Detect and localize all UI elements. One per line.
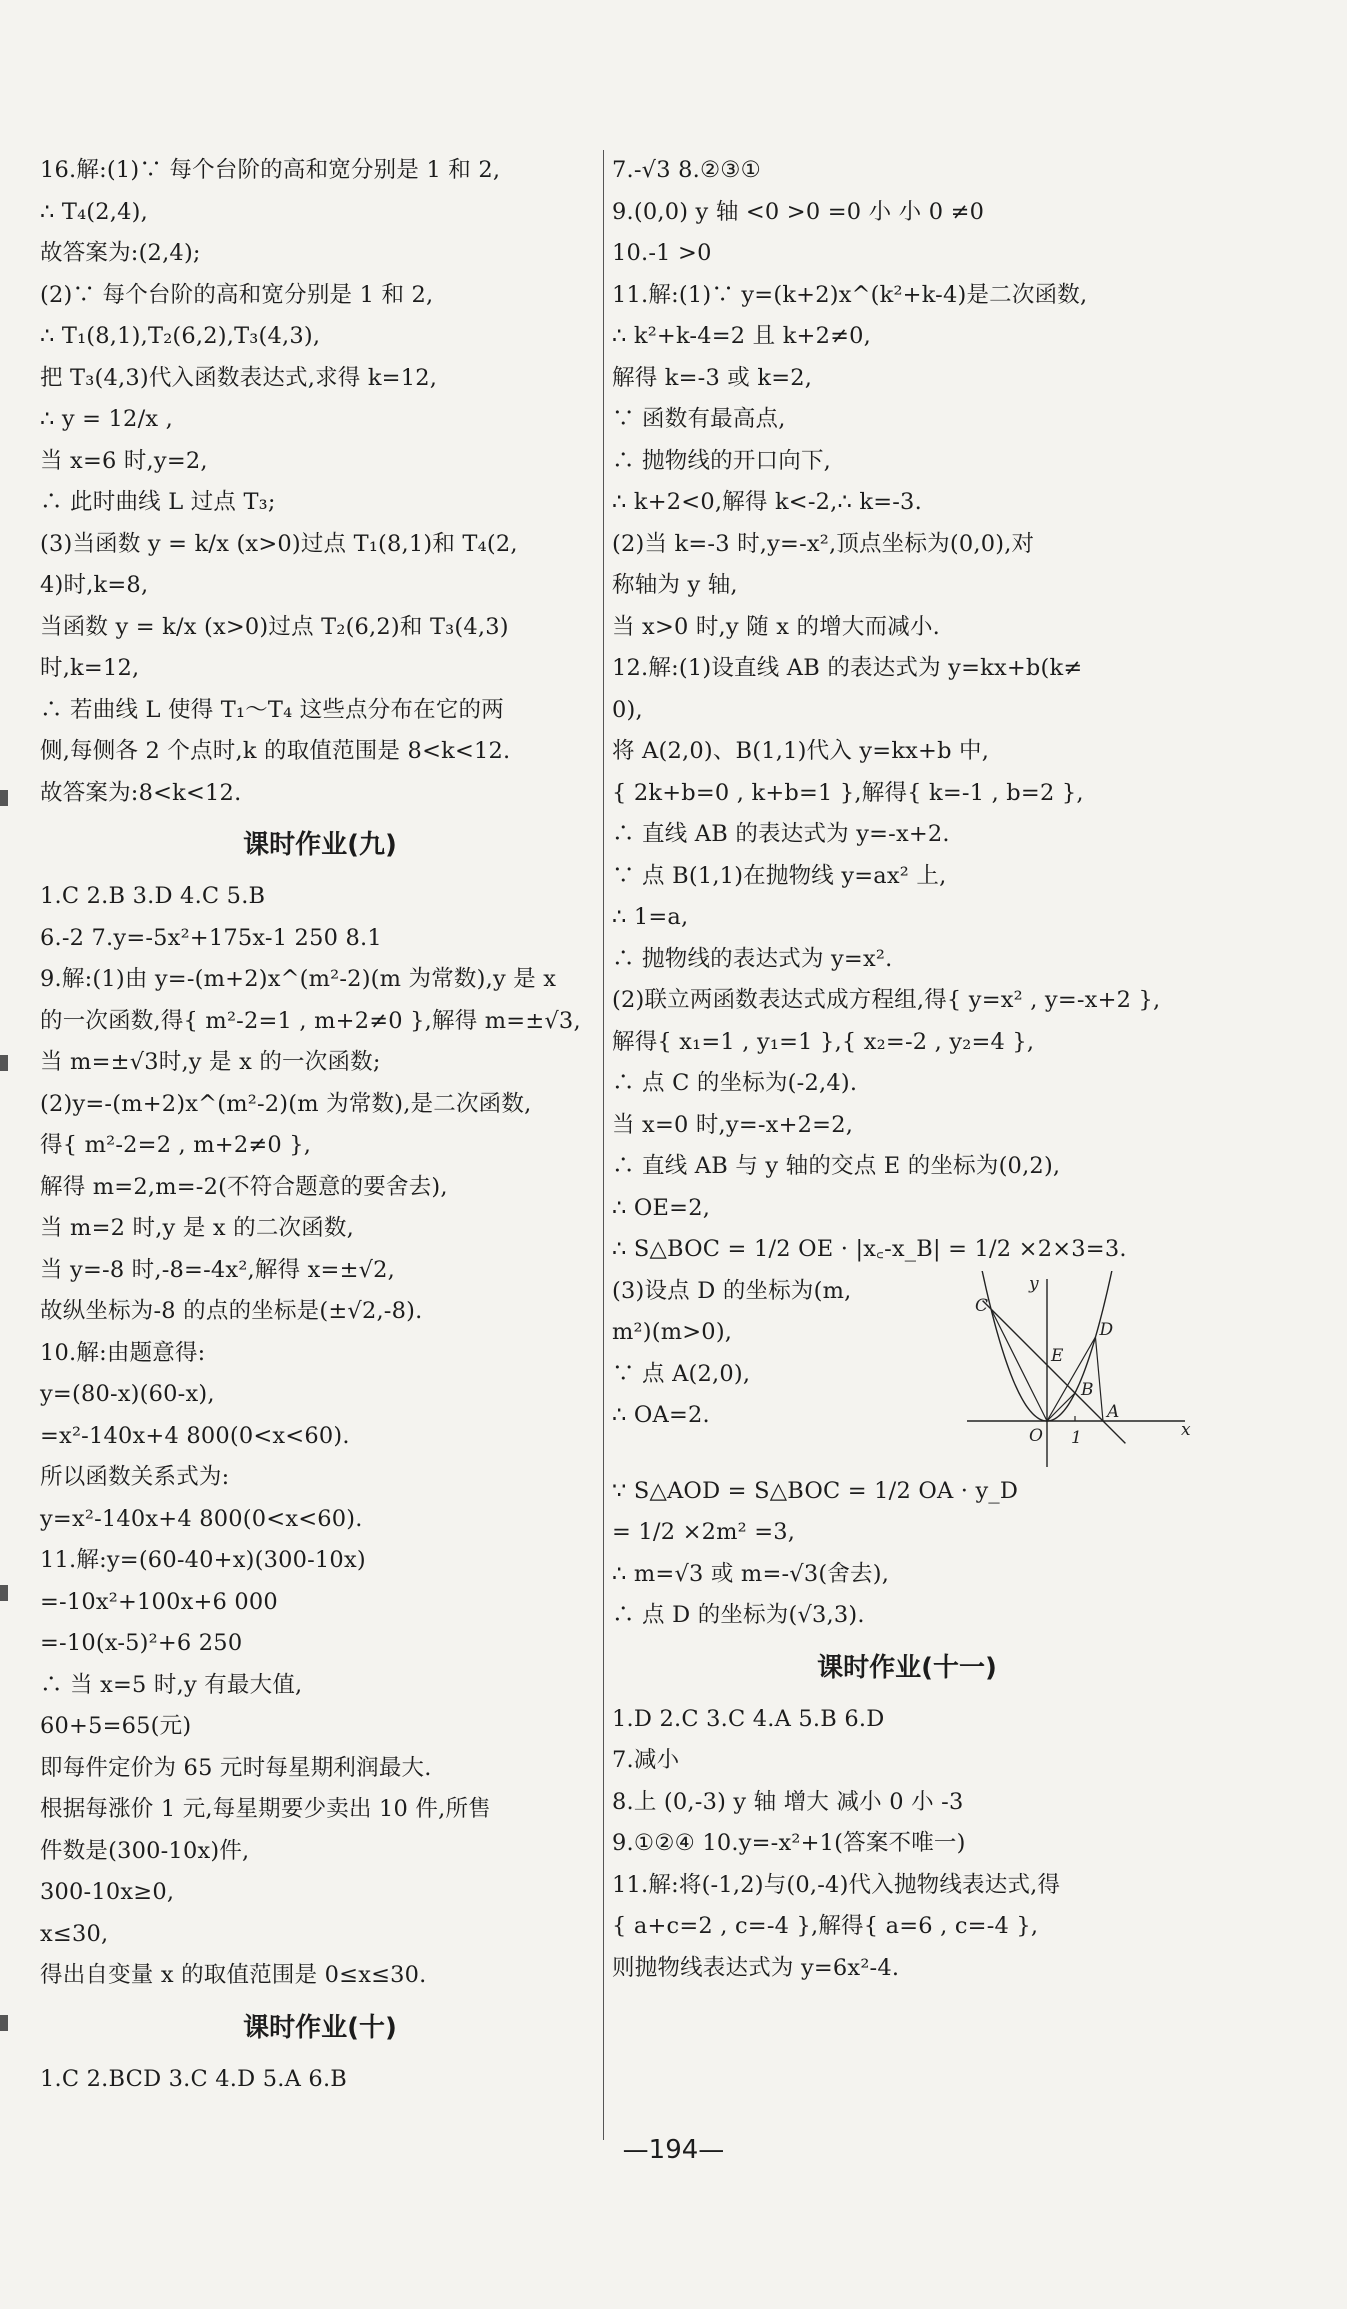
text-line: 11.解:y=(60-40+x)(300-10x) — [40, 1547, 366, 1573]
text-line: 得{ m²-2=2 , m+2≠0 }, — [40, 1132, 312, 1158]
page-number: —194— — [622, 2135, 725, 2165]
text-line: =-10x²+100x+6 000 — [40, 1588, 278, 1615]
text-line: y=(80-x)(60-x), — [40, 1381, 215, 1407]
label-o: O — [1029, 1425, 1043, 1446]
text-line: y=x²-140x+4 800(0<x<60). — [40, 1505, 363, 1532]
text-line: 10.解:由题意得: — [40, 1339, 206, 1366]
text-line: 解得 k=-3 或 k=2, — [612, 364, 813, 391]
text-line: =-10(x-5)²+6 250 — [40, 1630, 243, 1656]
label-d: D — [1099, 1319, 1114, 1340]
text-line: 当 m=±√3时,y 是 x 的一次函数; — [40, 1049, 381, 1075]
text-line: (3)当函数 y = k/x (x>0)过点 T₁(8,1)和 T₄(2, — [40, 530, 518, 557]
section-heading: 课时作业(九) — [243, 830, 397, 860]
edge-mark — [0, 1585, 8, 1601]
text-line: 当 y=-8 时,-8=-4x²,解得 x=±√2, — [40, 1256, 396, 1283]
text-line: ∴ S△BOC = 1/2 OE · |x꜀-x_B| = 1/2 ×2×3=3. — [612, 1236, 1127, 1262]
text-line: 60+5=65(元) — [40, 1713, 192, 1739]
text-line: ∴ OE=2, — [612, 1194, 711, 1221]
text-line: 故答案为:8<k<12. — [40, 779, 242, 806]
text-line: 当 x>0 时,y 随 x 的增大而减小. — [612, 613, 941, 640]
text-line: =x²-140x+4 800(0<x<60). — [40, 1422, 350, 1449]
text-line: 所以函数关系式为: — [40, 1464, 230, 1490]
text-line: 时,k=12, — [40, 655, 140, 681]
section-heading: 课时作业(十) — [243, 2012, 397, 2043]
text-line: ∵ 点 B(1,1)在抛物线 y=ax² 上, — [612, 862, 947, 889]
text-line: ∴ 点 D 的坐标为(√3,3). — [612, 1602, 865, 1628]
text-line: ∴ 点 C 的坐标为(-2,4). — [612, 1070, 858, 1096]
text-line: ∵ 函数有最高点, — [612, 406, 786, 432]
text-line: 10.-1 >0 — [612, 240, 712, 266]
text-line: 称轴为 y 轴, — [612, 572, 738, 598]
text-line: m²)(m>0), — [612, 1319, 733, 1345]
text-line: ∵ 点 A(2,0), — [612, 1360, 751, 1387]
text-line: 7.减小 — [612, 1747, 680, 1773]
text-line: ∴ 此时曲线 L 过点 T₃; — [40, 489, 276, 515]
text-line: { 2k+b=0 , k+b=1 },解得{ k=-1 , b=2 }, — [612, 779, 1084, 806]
text-line: 解得{ x₁=1 , y₁=1 },{ x₂=-2 , y₂=4 }, — [612, 1028, 1035, 1055]
right-column — [612, 150, 1202, 1989]
text-line: ∴ 直线 AB 的表达式为 y=-x+2. — [612, 821, 950, 847]
text-line: 11.解:将(-1,2)与(0,-4)代入抛物线表达式,得 — [612, 1871, 1061, 1898]
text-line: 故纵坐标为-8 的点的坐标是(±√2,-8). — [40, 1298, 423, 1324]
text-line: (2)y=-(m+2)x^(m²-2)(m 为常数),是二次函数, — [40, 1090, 532, 1117]
text-line: 当 x=6 时,y=2, — [40, 447, 208, 474]
text-line: 7.-√3 8.②③① — [612, 157, 762, 183]
text-line: 故答案为:(2,4); — [40, 240, 201, 266]
text-line: 9.(0,0) y 轴 <0 >0 =0 小 小 0 ≠0 — [612, 198, 985, 225]
label-b: B — [1081, 1379, 1094, 1400]
text-line: ∴ OA=2. — [612, 1402, 710, 1428]
text-line: ∴ 若曲线 L 使得 T₁～T₄ 这些点分布在它的两 — [40, 696, 504, 723]
segment-ad — [1095, 1337, 1103, 1421]
text-line: 得出自变量 x 的取值范围是 0≤x≤30. — [40, 1962, 427, 1988]
text-line: 4)时,k=8, — [40, 572, 149, 598]
text-line: 9.①②④ 10.y=-x²+1(答案不唯一) — [612, 1830, 966, 1856]
text-line: ∴ m=√3 或 m=-√3(舍去), — [612, 1560, 890, 1587]
text-line: 16.解:(1)∵ 每个台阶的高和宽分别是 1 和 2, — [40, 157, 501, 183]
text-line: 当 m=2 时,y 是 x 的二次函数, — [40, 1215, 354, 1241]
text-line: = 1/2 ×2m² =3, — [612, 1519, 796, 1545]
text-line: x≤30, — [40, 1920, 109, 1947]
text-line: 侧,每侧各 2 个点时,k 的取值范围是 8<k<12. — [40, 738, 511, 764]
text-line: ∴ 抛物线的开口向下, — [612, 447, 832, 474]
column-divider — [603, 150, 604, 2140]
text-line: ∴ 当 x=5 时,y 有最大值, — [40, 1671, 303, 1698]
text-line: 300-10x≥0, — [40, 1879, 175, 1905]
text-line: ∴ y = 12/x , — [40, 406, 173, 432]
text-line: 6.-2 7.y=-5x²+175x-1 250 8.1 — [40, 924, 382, 951]
text-line: 即每件定价为 65 元时每星期利润最大. — [40, 1754, 432, 1781]
text-line: 解得 m=2,m=-2(不符合题意的要舍去), — [40, 1173, 448, 1200]
text-line: 1.C 2.BCD 3.C 4.D 5.A 6.B — [40, 2065, 348, 2092]
label-x: x — [1181, 1419, 1191, 1440]
text-line: 8.上 (0,-3) y 轴 增大 减小 0 小 -3 — [612, 1788, 964, 1815]
edge-mark — [0, 2015, 8, 2031]
text-line: (2)∵ 每个台阶的高和宽分别是 1 和 2, — [40, 281, 434, 308]
text-line: ∴ 直线 AB 与 y 轴的交点 E 的坐标为(0,2), — [612, 1153, 1061, 1179]
text-line: (2)联立两函数表达式成方程组,得{ y=x² , y=-x+2 }, — [612, 987, 1161, 1013]
text-line: 11.解:(1)∵ y=(k+2)x^(k²+k-4)是二次函数, — [612, 281, 1088, 308]
edge-mark — [0, 790, 8, 806]
text-line: 1.C 2.B 3.D 4.C 5.B — [40, 883, 266, 909]
text-line: 的一次函数,得{ m²-2=1 , m+2≠0 },解得 m=±√3, — [40, 1007, 581, 1034]
text-line: 0), — [612, 696, 643, 723]
text-line: 件数是(300-10x)件, — [40, 1837, 250, 1864]
edge-mark — [0, 1055, 8, 1071]
text-line: 则抛物线表达式为 y=6x²-4. — [612, 1954, 900, 1981]
text-line: 当函数 y = k/x (x>0)过点 T₂(6,2)和 T₃(4,3) — [40, 613, 509, 640]
text-line: 1.D 2.C 3.C 4.A 5.B 6.D — [612, 1705, 885, 1732]
figure-block — [612, 1271, 1202, 1471]
label-c: C — [975, 1295, 989, 1316]
section-heading: 课时作业(十一) — [817, 1652, 997, 1683]
text-line: (3)设点 D 的坐标为(m, — [612, 1277, 852, 1304]
text-line: (2)当 k=-3 时,y=-x²,顶点坐标为(0,0),对 — [612, 530, 1035, 557]
text-line: ∴ 抛物线的表达式为 y=x². — [612, 945, 893, 972]
text-line: 当 x=0 时,y=-x+2=2, — [612, 1111, 854, 1138]
text-line: 把 T₃(4,3)代入函数表达式,求得 k=12, — [40, 364, 438, 391]
text-line: { a+c=2 , c=-4 },解得{ a=6 , c=-4 }, — [612, 1913, 1039, 1939]
text-line: 9.解:(1)由 y=-(m+2)x^(m²-2)(m 为常数),y 是 x — [40, 966, 557, 992]
text-line: 根据每涨价 1 元,每星期要少卖出 10 件,所售 — [40, 1796, 491, 1822]
text-line: ∴ k+2<0,解得 k<-2,∴ k=-3. — [612, 489, 922, 515]
text-line: ∵ S△AOD = S△BOC = 1/2 OA · y_D — [612, 1477, 1019, 1504]
label-one: 1 — [1071, 1427, 1082, 1448]
text-line: 12.解:(1)设直线 AB 的表达式为 y=kx+b(k≠ — [612, 655, 1083, 681]
segment-oc — [991, 1309, 1047, 1421]
figure-text — [612, 1271, 942, 1437]
text-line: 将 A(2,0)、B(1,1)代入 y=kx+b 中, — [612, 738, 990, 764]
text-line: ∴ k²+k-4=2 且 k+2≠0, — [612, 323, 872, 349]
label-y: y — [1029, 1273, 1039, 1294]
label-a: A — [1107, 1401, 1120, 1422]
label-e: E — [1051, 1345, 1064, 1366]
text-line: ∴ T₄(2,4), — [40, 198, 148, 225]
text-line: ∴ 1=a, — [612, 904, 689, 930]
left-column — [40, 150, 600, 2100]
parabola-diagram — [967, 1271, 1197, 1471]
text-line: ∴ T₁(8,1),T₂(6,2),T₃(4,3), — [40, 323, 321, 349]
